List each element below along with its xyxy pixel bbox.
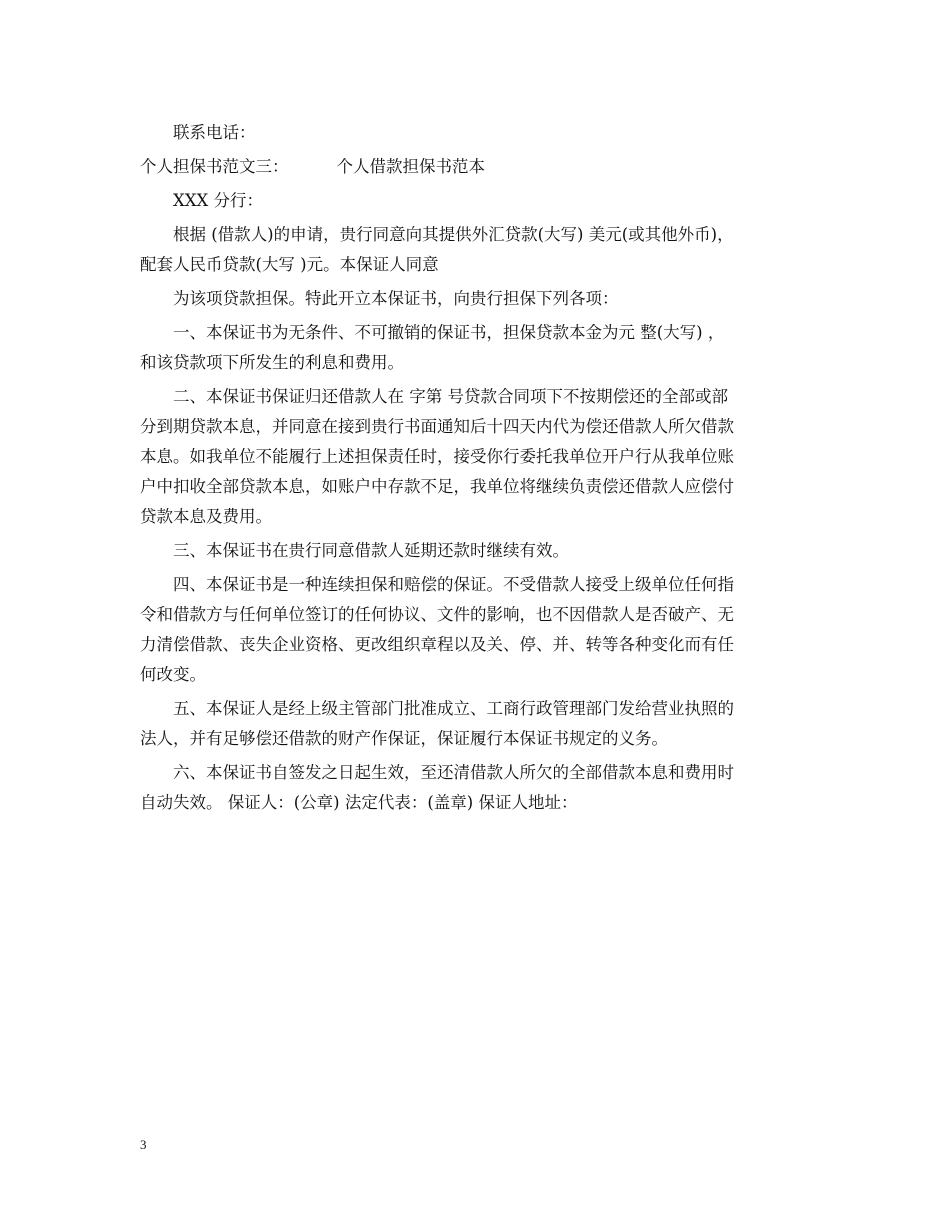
paragraph-clause-1	[140, 318, 820, 378]
text-line: 户中扣收全部贷款本息，如账户中存款不足，我单位将继续负责偿还借款人应偿付	[140, 477, 734, 496]
paragraph-guarantee-intro: 为该项贷款担保。特此开立本保证书，向贵行担保下列各项：	[173, 289, 619, 308]
text-line: 分到期贷款本息，并同意在接到贵行书面通知后十四天内代为偿还借款人所欠借款	[140, 417, 734, 436]
text-line: 令和借款方与任何单位签订的任何协议、文件的影响，也不因借款人是否破产、无	[140, 605, 734, 624]
contact-line: 联系电话：	[173, 123, 256, 142]
text-line: 配套人民币贷款(大写 )元。本保证人同意	[140, 255, 439, 274]
text-line: 贷款本息及费用。	[140, 507, 272, 526]
paragraph-clause-2	[140, 382, 820, 532]
text-line: 本息。如我单位不能履行上述担保责任时，接受你行委托我单位开户行从我单位账	[140, 447, 734, 466]
text-line: 自动失效。 保证人：(公章) 法定代表：(盖章) 保证人地址：	[140, 793, 578, 812]
addressee-line: XXX 分行：	[173, 191, 263, 210]
document-title	[140, 152, 820, 182]
text-line: 五、本保证人是经上级主管部门批准成立、工商行政管理部门发给营业执照的	[173, 699, 734, 718]
text-line: 何改变。	[140, 665, 206, 684]
paragraph-application	[140, 220, 820, 280]
text-line: 法人，并有足够偿还借款的财产作保证，保证履行本保证书规定的义务。	[140, 729, 668, 748]
text-line: 六、本保证书自签发之日起生效，至还清借款人所欠的全部借款本息和费用时	[173, 763, 734, 782]
paragraph-clause-5	[140, 694, 820, 754]
text-line: 力清偿借款、丧失企业资格、更改组织章程以及关、停、并、转等各种变化而有任	[140, 635, 734, 654]
text-line: 一、本保证书为无条件、不可撤销的保证书，担保贷款本金为元 整(大写) ，	[173, 323, 725, 342]
paragraph-clause-6	[140, 758, 820, 818]
paragraph-clause-3: 三、本保证书在贵行同意借款人延期还款时继续有效。	[173, 541, 569, 560]
text-line: 四、本保证书是一种连续担保和赔偿的保证。不受借款人接受上级单位任何指	[173, 575, 734, 594]
text-line: 和该贷款项下所发生的利息和费用。	[140, 353, 404, 372]
text-line: 二、本保证书保证归还借款人在 字第 号贷款合同项下不按期偿还的全部或部	[173, 387, 728, 406]
paragraph-clause-4	[140, 570, 820, 690]
document-body	[140, 118, 820, 822]
text-line: 根据 (借款人)的申请，贵行同意向其提供外汇贷款(大写) 美元(或其他外币)，	[173, 225, 734, 244]
page-number: 3	[140, 1137, 147, 1152]
title-left: 个人担保书范文三：	[140, 157, 289, 176]
title-right: 个人借款担保书范本	[336, 157, 485, 176]
